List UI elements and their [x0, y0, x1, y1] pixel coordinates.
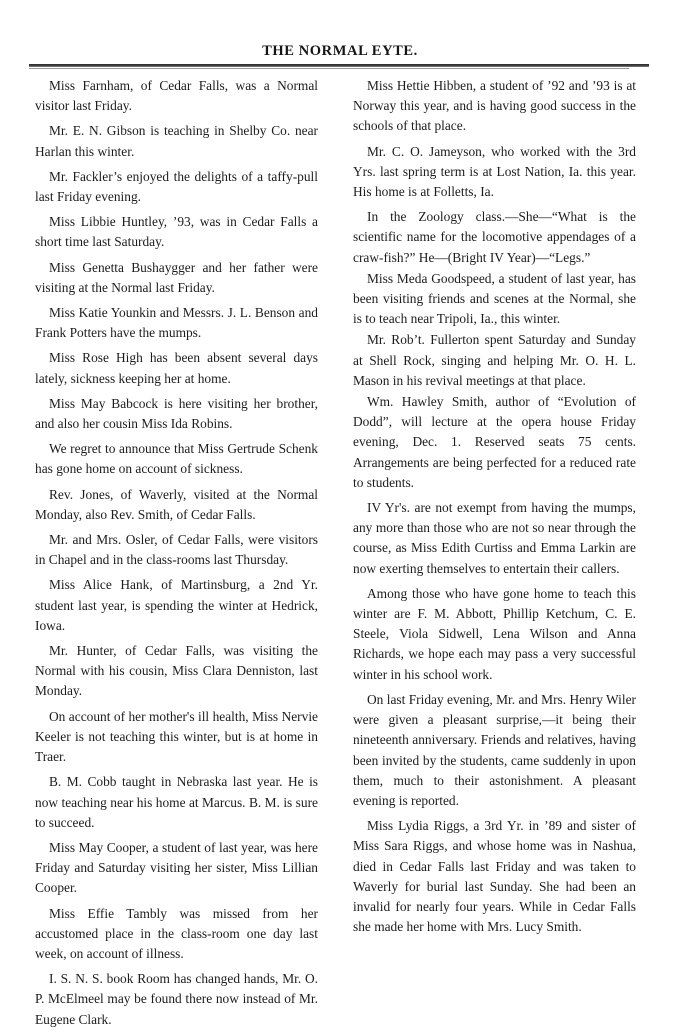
news-item: Mr. and Mrs. Osler, of Cedar Falls, were visitors in Chapel and in the class-rooms last Thursday. [35, 532, 318, 568]
news-item: On last Friday evening, Mr. and Mrs. Henry Wiler were given a pleasant surprise,—it being their nineteenth anniversary. Friends and relatives, having been invited by the students, came suddenly in upon them, much to their astonishment. A pleasant evening is reported. [353, 691, 636, 808]
news-item: Among those who have gone home to teach this winter are F. M. Abbott, Phillip Ketchum, C. E. Steele, Viola Sidwell, Lena Wilson and Anna Richards, we hope each may pass a very successful winter in his school work. [353, 585, 636, 682]
news-item: We regret to announce that Miss Gertrude Schenk has gone home on account of sickness. [35, 441, 318, 477]
news-item: Mr. E. N. Gibson is teaching in Shelby Co. near Harlan this winter. [35, 123, 318, 159]
news-item: I. S. N. S. book Room has changed hands, Mr. O. P. McElmeel may be found there now instead of Mr. Eugene Clark. [35, 971, 318, 1027]
news-item: Mr. C. O. Jameyson, who worked with the 3rd Yrs. last spring term is at Lost Nation, Ia. this year. His home is at Folletts, Ia. [353, 143, 636, 200]
left-column [35, 76, 318, 1035]
news-item: IV Yr's. are not exempt from having the mumps, any more than those who are not so near through the course, as Miss Edith Curtiss and Emma Larkin are now exerting themselves to entertain their callers. [353, 500, 636, 576]
news-item: Rev. Jones, of Waverly, visited at the Normal Monday, also Rev. Smith, of Cedar Falls. [35, 486, 318, 522]
news-item: Mr. Rob’t. Fullerton spent Saturday and Sunday at Shell Rock, singing and helping Mr. O. H. L. Mason in his revival meetings at that place. [353, 332, 636, 388]
news-item: Miss Meda Goodspeed, a student of last year, has been visiting friends and scenes at the Normal, she is to teach near Tripoli, Ia., this winter. [353, 270, 636, 327]
news-item: On account of her mother's ill health, Miss Nervie Keeler is not teaching this winter, but is at home in Traer. [35, 708, 318, 765]
header-rule [29, 64, 649, 67]
header-rule-thin [29, 68, 629, 69]
news-item: Miss May Cooper, a student of last year, was here Friday and Saturday visiting her sister, Miss Lillian Cooper. [35, 839, 318, 896]
news-item: In the Zoology class.—She—“What is the scientific name for the locomotive appendages of a craw-fish?” He—(Bright IV Year)—“Legs.” [353, 209, 636, 265]
news-item: Miss Farnham, of Cedar Falls, was a Normal visitor last Friday. [35, 78, 318, 114]
news-item: Miss Rose High has been absent several days lately, sickness keeping her at home. [35, 350, 318, 386]
right-column [353, 76, 636, 942]
page-title: THE NORMAL EYTE. [262, 43, 418, 59]
news-item: Miss Libbie Huntley, ’93, was in Cedar Falls a short time last Saturday. [35, 214, 318, 250]
news-item: Miss Katie Younkin and Messrs. J. L. Benson and Frank Potters have the mumps. [35, 305, 318, 341]
news-item: Wm. Hawley Smith, author of “Evolution of Dodd”, will lecture at the opera house Friday evening, Dec. 1. Reserved seats 75 cents. Arrangements are being perfected for a reduced rate to students. [353, 394, 636, 490]
news-item: Mr. Fackler’s enjoyed the delights of a taffy-pull last Friday evening. [35, 168, 318, 205]
news-item: Miss May Babcock is here visiting her brother, and also her cousin Miss Ida Robins. [35, 395, 318, 432]
news-item: Miss Alice Hank, of Martinsburg, a 2nd Yr. student last year, is spending the winter at Hedrick, Iowa. [35, 577, 318, 633]
news-item: Miss Genetta Bushaygger and her father were visiting at the Normal last Friday. [35, 259, 318, 295]
news-item: Miss Effie Tambly was missed from her accustomed place in the class-room one day last week, on account of illness. [35, 905, 318, 961]
news-item: Mr. Hunter, of Cedar Falls, was visiting the Normal with his cousin, Miss Clara Denniston, last Monday. [35, 643, 318, 699]
news-item: B. M. Cobb taught in Nebraska last year. He is now teaching near his home at Marcus. B. M. is sure to succeed. [35, 774, 318, 830]
news-item: Miss Hettie Hibben, a student of ’92 and ’93 is at Norway this year, and is having good success in the schools of that place. [353, 78, 636, 134]
news-item: Miss Lydia Riggs, a 3rd Yr. in ’89 and sister of Miss Sara Riggs, and whose home was in Nashua, died in Cedar Falls last Friday and was taken to Waverly for burial last Sunday. She had been an invalid for nearly four years. While in Cedar Falls she made her home with Mrs. Lucy Smith. [353, 818, 636, 935]
